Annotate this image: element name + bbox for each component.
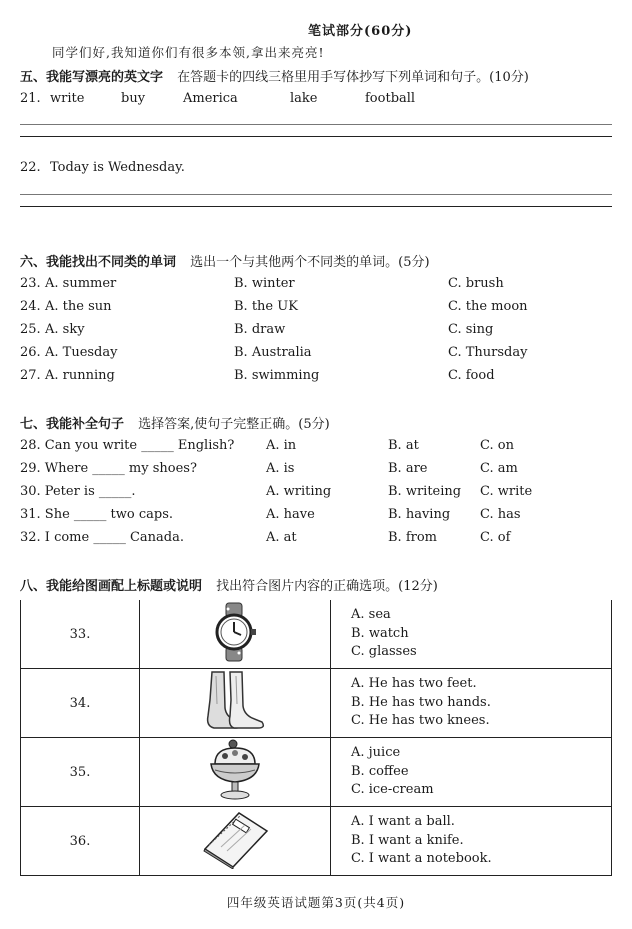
option-b: B. at bbox=[388, 438, 419, 453]
section7-instruction: 选择答案,使句子完整正确。(5分) bbox=[138, 417, 330, 432]
question-number: 35. bbox=[21, 738, 140, 807]
options-cell bbox=[331, 807, 612, 876]
option-c: C. brush bbox=[448, 276, 504, 291]
page-title: 笔试部分(60分) bbox=[308, 24, 413, 39]
question-number: 33. bbox=[21, 600, 140, 669]
option-c: C. glasses bbox=[351, 644, 417, 660]
q22-number: 22. bbox=[20, 160, 41, 175]
option-c: C. ice-cream bbox=[351, 782, 434, 798]
option-a: A. at bbox=[266, 530, 297, 545]
option-b: B. coffee bbox=[351, 763, 409, 779]
option-a: A. have bbox=[266, 507, 315, 522]
option-a: A. is bbox=[266, 461, 295, 476]
option-a: A. Tuesday bbox=[45, 345, 118, 360]
question-stem: 29. Where _____ my shoes? bbox=[20, 461, 197, 476]
question-stem: 30. Peter is _____. bbox=[20, 484, 136, 499]
question-number: 25. bbox=[20, 322, 41, 337]
question-stem: 28. Can you write _____ English? bbox=[20, 438, 235, 453]
section5-heading: 五、我能写漂亮的英文字 bbox=[20, 70, 164, 85]
q21-word: America bbox=[183, 91, 238, 106]
picture-cell bbox=[140, 669, 331, 738]
section6-heading: 六、我能找出不同类的单词 bbox=[20, 255, 177, 270]
option-c: C. of bbox=[480, 530, 511, 545]
option-c: C. He has two knees. bbox=[351, 713, 490, 729]
options-cell bbox=[331, 669, 612, 738]
option-c: C. has bbox=[480, 507, 521, 522]
question-number: 36. bbox=[21, 807, 140, 876]
table-row bbox=[21, 807, 612, 876]
q22-sentence: Today is Wednesday. bbox=[50, 160, 185, 175]
notebook-icon bbox=[199, 854, 271, 873]
greeting-text: 同学们好,我知道你们有很多本领,拿出来亮亮! bbox=[52, 45, 325, 60]
writing-guide-line bbox=[20, 194, 612, 195]
question-number: 24. bbox=[20, 299, 41, 314]
section5-header bbox=[20, 66, 529, 85]
option-b: B. draw bbox=[234, 322, 286, 337]
option-c: C. on bbox=[480, 438, 514, 453]
q21-word: write bbox=[50, 91, 85, 106]
section6-instruction: 选出一个与其他两个不同类的单词。(5分) bbox=[190, 255, 430, 270]
section8-instruction: 找出符合图片内容的正确选项。(12分) bbox=[216, 579, 438, 594]
watch-icon bbox=[205, 648, 265, 667]
q21-number: 21. bbox=[20, 91, 41, 106]
option-c: C. Thursday bbox=[448, 345, 528, 360]
option-b: B. I want a knife. bbox=[351, 832, 464, 848]
picture-cell bbox=[140, 807, 331, 876]
option-c: C. sing bbox=[448, 322, 494, 337]
page-footer: 四年级英语试题第3页(共4页) bbox=[226, 895, 406, 910]
section7-header bbox=[20, 413, 330, 432]
question-number: 34. bbox=[21, 669, 140, 738]
option-a: A. juice bbox=[351, 745, 401, 761]
option-c: C. I want a notebook. bbox=[351, 851, 492, 867]
section6-header bbox=[20, 251, 430, 270]
option-c: C. write bbox=[480, 484, 533, 499]
question-stem: 31. She _____ two caps. bbox=[20, 507, 174, 522]
option-b: B. winter bbox=[234, 276, 295, 291]
question-stem: 32. I come _____ Canada. bbox=[20, 530, 184, 545]
q21-word: football bbox=[365, 91, 416, 106]
question-number: 27. bbox=[20, 368, 41, 383]
option-a: A. the sun bbox=[45, 299, 112, 314]
table-row bbox=[21, 738, 612, 807]
writing-guide-line bbox=[20, 206, 612, 207]
table-row bbox=[21, 600, 612, 669]
option-b: B. He has two hands. bbox=[351, 694, 491, 710]
option-c: C. food bbox=[448, 368, 495, 383]
section7-heading: 七、我能补全句子 bbox=[20, 417, 125, 432]
option-a: A. in bbox=[266, 438, 297, 453]
option-b: B. from bbox=[388, 530, 437, 545]
option-c: C. the moon bbox=[448, 299, 528, 314]
option-c: C. am bbox=[480, 461, 518, 476]
question-number: 23. bbox=[20, 276, 41, 291]
writing-guide-line bbox=[20, 136, 612, 137]
section8-heading: 八、我能给图画配上标题或说明 bbox=[20, 579, 203, 594]
option-a: A. summer bbox=[45, 276, 117, 291]
q21-word: lake bbox=[290, 91, 318, 106]
ice-cream-icon bbox=[203, 787, 267, 806]
option-b: B. are bbox=[388, 461, 428, 476]
option-b: B. Australia bbox=[234, 345, 312, 360]
q21-word: buy bbox=[121, 91, 146, 106]
section8-header bbox=[20, 575, 438, 594]
question-number: 26. bbox=[20, 345, 41, 360]
picture-cell bbox=[140, 600, 331, 669]
writing-guide-line bbox=[20, 124, 612, 125]
option-a: A. writing bbox=[266, 484, 332, 499]
option-a: A. running bbox=[45, 368, 115, 383]
option-b: B. swimming bbox=[234, 368, 320, 383]
picture-cell bbox=[140, 738, 331, 807]
table-row bbox=[21, 669, 612, 738]
options-cell bbox=[331, 738, 612, 807]
option-b: B. watch bbox=[351, 625, 409, 641]
option-b: B. having bbox=[388, 507, 451, 522]
feet-icon bbox=[200, 717, 270, 736]
option-a: A. I want a ball. bbox=[351, 814, 455, 830]
picture-matching-table bbox=[20, 600, 612, 876]
options-cell bbox=[331, 600, 612, 669]
section5-instruction: 在答题卡的四线三格里用手写体抄写下列单词和句子。(10分) bbox=[177, 70, 529, 85]
option-a: A. sea bbox=[351, 607, 391, 623]
option-b: B. the UK bbox=[234, 299, 298, 314]
option-a: A. sky bbox=[45, 322, 85, 337]
option-b: B. writeing bbox=[388, 484, 462, 499]
option-a: A. He has two feet. bbox=[351, 676, 477, 692]
